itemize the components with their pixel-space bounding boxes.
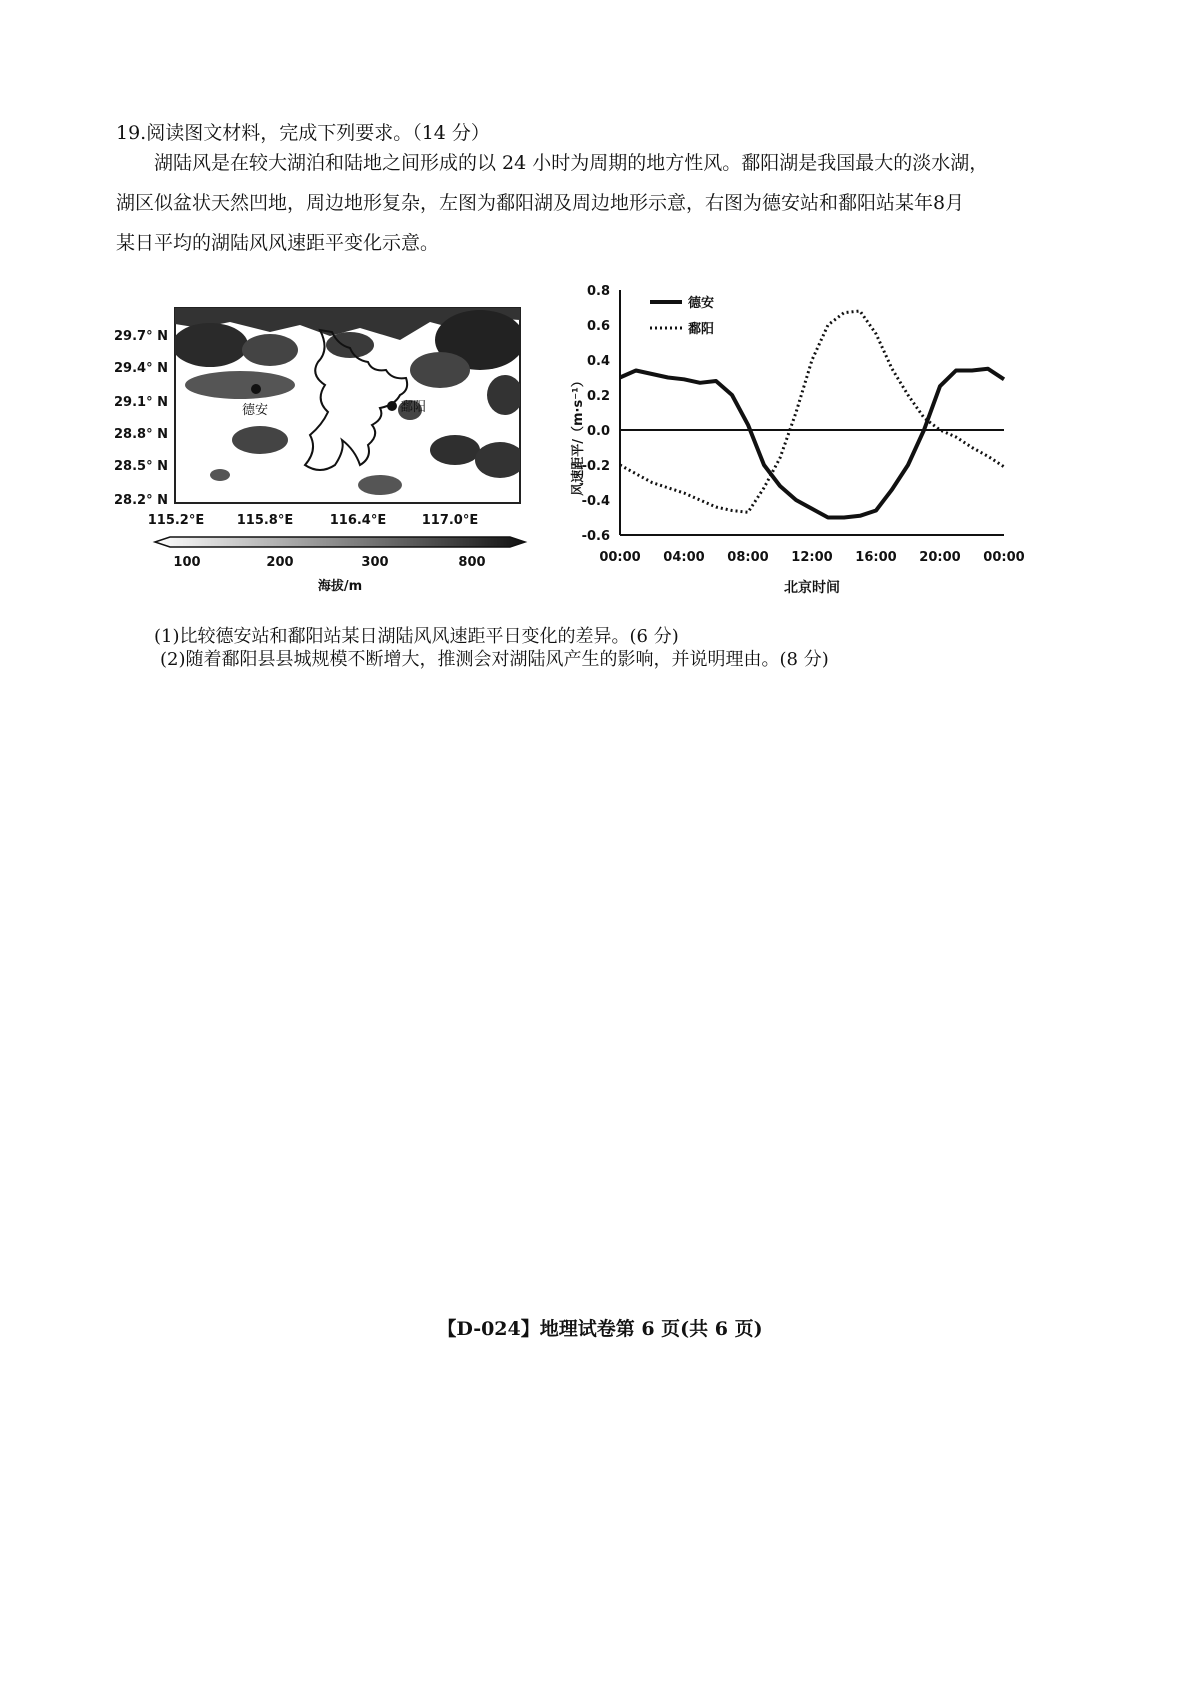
station-poyang-label: 鄱阳 — [400, 400, 427, 415]
y-tick-label: 0.6 — [586, 319, 610, 334]
longitude-labels — [148, 513, 479, 528]
elevation-tick: 200 — [266, 555, 294, 570]
elevation-ticks — [173, 555, 485, 570]
y-tick-label: 0.0 — [586, 424, 610, 439]
y-tick-label: -0.4 — [581, 494, 610, 509]
sub-question-1: (1)比较德安站和鄱阳站某日湖陆风风速距平日变化的差异。(6 分) — [154, 626, 679, 647]
wind-anomaly-chart — [571, 280, 1118, 660]
y-tick-label: 0.8 — [586, 284, 610, 299]
lat-label: 29.1° N — [114, 395, 168, 410]
legend-label-poyang: 鄱阳 — [688, 322, 715, 337]
elevation-tick: 800 — [458, 555, 486, 570]
x-tick-label: 12:00 — [791, 550, 833, 565]
legend-label-dean: 德安 — [688, 296, 715, 311]
x-tick-label: 04:00 — [663, 550, 705, 565]
sub-question-2: (2)随着鄱阳县县城规模不断增大，推测会对湖陆风产生的影响，并说明理由。(8 分) — [160, 649, 829, 670]
lat-label: 28.8° N — [114, 427, 168, 442]
y-tick-label: 0.4 — [586, 354, 610, 369]
y-tick-label: 0.2 — [586, 389, 610, 404]
lat-label: 28.2° N — [114, 493, 168, 508]
lon-label: 117.0°E — [421, 513, 479, 528]
x-tick-label: 00:00 — [599, 550, 641, 565]
elevation-color-bar — [155, 537, 525, 547]
series-lines — [620, 311, 1004, 518]
station-dean-marker — [251, 384, 261, 394]
elevation-tick: 100 — [173, 555, 201, 570]
question-paragraph — [116, 143, 1106, 263]
chart-legend — [650, 295, 714, 337]
paragraph-line-3: 某日平均的湖陆风风速距平变化示意。 — [116, 232, 440, 254]
lat-label: 29.4° N — [114, 361, 168, 376]
station-poyang-marker — [387, 401, 397, 411]
y-tick-label: -0.6 — [581, 529, 610, 544]
x-tick-label: 08:00 — [727, 550, 769, 565]
x-tick-labels — [599, 550, 1024, 565]
x-tick-label: 16:00 — [855, 550, 897, 565]
lat-label: 28.5° N — [114, 459, 168, 474]
question-title: 19.阅读图文材料，完成下列要求。（14 分） — [116, 122, 490, 144]
x-tick-label: 00:00 — [983, 550, 1025, 565]
terrain-map — [110, 300, 590, 640]
elevation-label: 海拔/m — [317, 579, 363, 594]
series-line-poyang — [620, 311, 1004, 512]
lon-label: 115.2°E — [147, 513, 205, 528]
lat-label: 29.7° N — [114, 329, 168, 344]
y-axis-title: 风速距平/（m·s⁻¹） — [571, 374, 586, 496]
y-tick-label: -0.2 — [581, 459, 610, 474]
x-axis-title: 北京时间 — [784, 580, 840, 596]
page-footer: 【D-024】地理试卷第 6 页(共 6 页) — [437, 1318, 763, 1340]
station-dean-label: 德安 — [242, 403, 269, 418]
paragraph-line-1: 湖陆风是在较大湖泊和陆地之间形成的以 24 小时为周期的地方性风。鄱阳湖是我国最大的淡水湖， — [154, 152, 989, 174]
paragraph-line-2: 湖区似盆状天然凹地，周边地形复杂，左图为鄱阳湖及周边地形示意，右图为德安站和鄱阳站某年8月 — [116, 192, 965, 214]
x-tick-label: 20:00 — [919, 550, 961, 565]
series-line-dean — [620, 369, 1004, 518]
latitude-labels — [114, 329, 168, 508]
lon-label: 115.8°E — [236, 513, 294, 528]
elevation-tick: 300 — [361, 555, 389, 570]
lon-label: 116.4°E — [329, 513, 387, 528]
